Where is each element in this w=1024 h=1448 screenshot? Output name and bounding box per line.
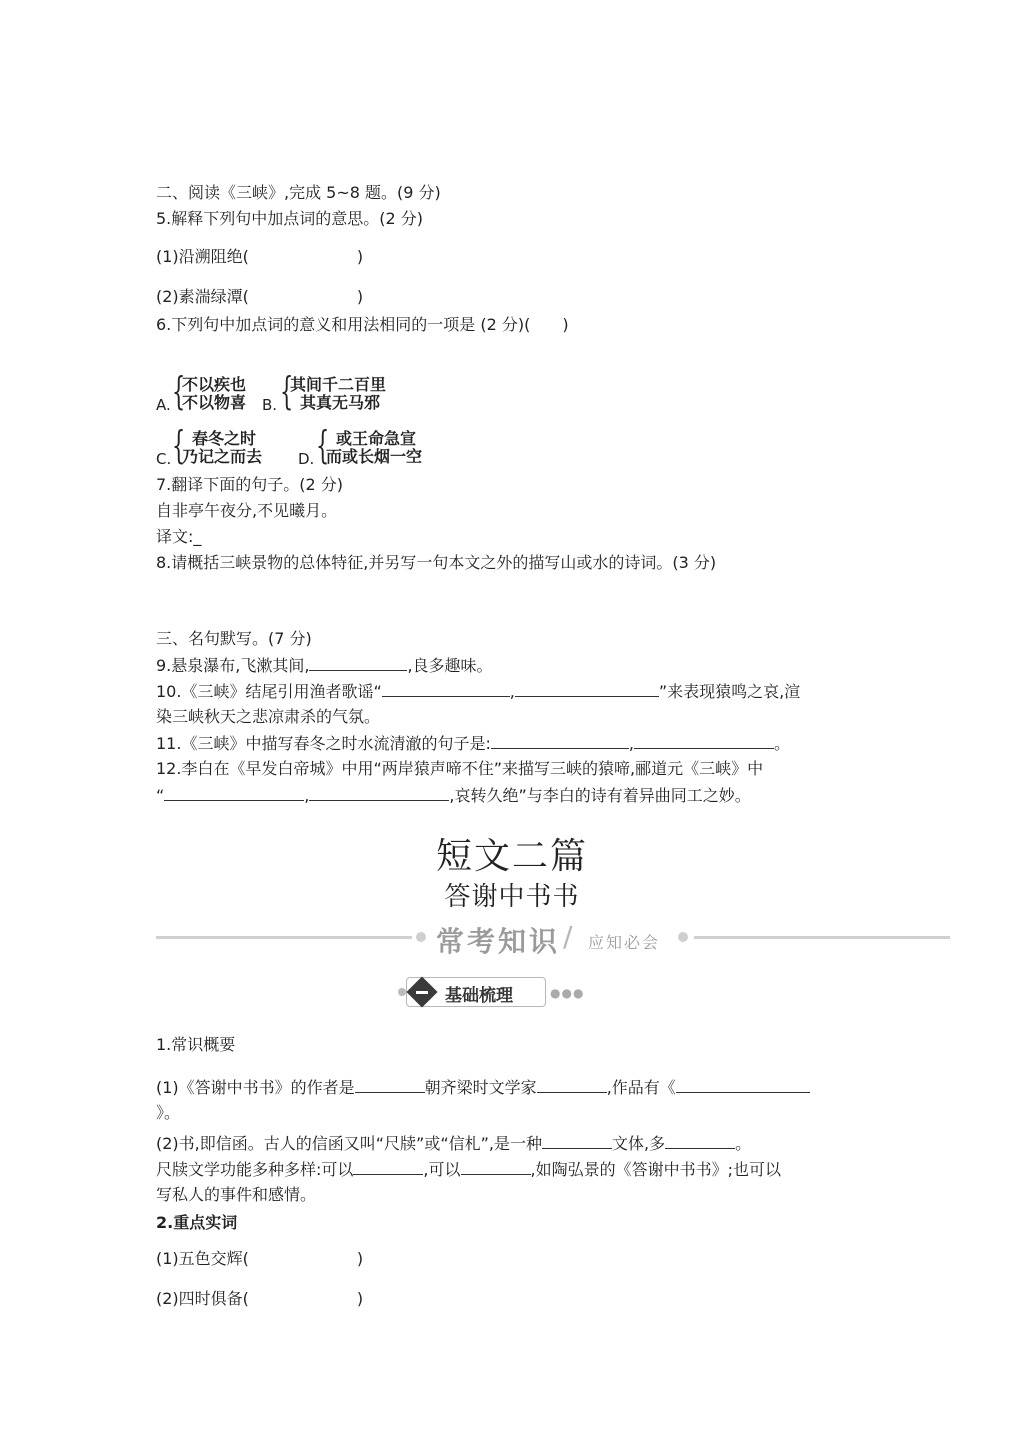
- knowledge-item-2-c: 。: [735, 1134, 752, 1153]
- divider-right: [694, 936, 950, 939]
- knowledge-item-1-a: (1)《答谢中书书》的作者是: [156, 1078, 355, 1097]
- word-item-1-text: (1)五色交辉(: [156, 1249, 249, 1268]
- knowledge-item-1-cont: 》。: [156, 1103, 181, 1122]
- banner-title: 常考知识: [436, 925, 561, 958]
- knowledge-item-2-a: (2)书,即信函。古人的信函又叫“尺牍”或“信札”,是一种: [156, 1134, 542, 1153]
- option-c-line-2: 乃记之而去: [182, 447, 263, 466]
- divider-left: [156, 936, 412, 939]
- question-12-cont: [156, 784, 751, 807]
- question-9-text-b: ,良多趣味。: [407, 656, 493, 675]
- answer-blank[interactable]: [491, 732, 629, 749]
- close-paren: ): [356, 287, 364, 306]
- page-subtitle: 答谢中书书: [444, 882, 580, 912]
- knowledge-item-1-b: 朝齐梁时文学家: [424, 1078, 537, 1097]
- knowledge-item-1: [156, 1076, 810, 1099]
- answer-blank[interactable]: [461, 1158, 531, 1175]
- answer-blank[interactable]: [382, 680, 510, 697]
- question-5-1-text: (1)沿溯阻绝(: [156, 247, 249, 266]
- answer-blank[interactable]: [676, 1076, 810, 1093]
- option-d-line-2: 而或长烟一空: [326, 447, 423, 466]
- question-9: [156, 654, 493, 677]
- knowledge-item-2-f: ,如陶弘景的《答谢中书书》;也可以: [530, 1160, 781, 1179]
- question-8: 8.请概括三峡景物的总体特征,并另写一句本文之外的描写山或水的诗词。(3 分): [156, 553, 717, 572]
- divider-dot-left: [416, 932, 426, 942]
- question-5-2: [156, 286, 363, 308]
- option-a-line-1: 不以疾也: [182, 375, 247, 394]
- word-item-1: [156, 1248, 363, 1270]
- question-12-text-c: ,: [304, 786, 310, 805]
- knowledge-item-2-d: 尺牍文学功能多种多样:可以: [156, 1160, 354, 1179]
- option-d-line-1: 或王命急宣: [336, 429, 417, 448]
- answer-blank[interactable]: [515, 680, 659, 697]
- question-12-text-d: ,哀转久绝”与李白的诗有着异曲同工之妙。: [449, 786, 751, 805]
- answer-blank[interactable]: [634, 732, 774, 749]
- answer-blank[interactable]: [537, 1076, 607, 1093]
- section2-heading: 二、阅读《三峡》,完成 5~8 题。(9 分): [156, 183, 441, 202]
- banner-subtitle: 应知必会: [588, 933, 661, 952]
- option-a-letter: A.: [156, 396, 171, 414]
- question-9-text-a: 9.悬泉瀑布,飞漱其间,: [156, 656, 310, 675]
- question-11-text-b: ,: [628, 734, 634, 753]
- knowledge-item-2-e: ,可以: [423, 1160, 461, 1179]
- option-b-line-1: 其间千二百里: [290, 375, 387, 394]
- question-11: [156, 732, 790, 755]
- brace-icon: {: [280, 369, 294, 413]
- question-10-text-c: ”来表现猿鸣之哀,渲: [658, 682, 801, 701]
- option-c-line-1: 春冬之时: [192, 429, 257, 448]
- answer-blank[interactable]: [164, 784, 304, 801]
- answer-blank[interactable]: [665, 1132, 735, 1149]
- close-paren: ): [356, 1249, 364, 1268]
- question-12-text-b: “: [156, 786, 165, 805]
- option-a-line-2: 不以物喜: [182, 393, 247, 412]
- brace-icon: {: [172, 423, 186, 467]
- answer-blank[interactable]: [309, 654, 407, 671]
- brace-icon: {: [172, 369, 186, 413]
- knowledge-heading-2: 2.重点实词: [156, 1213, 238, 1232]
- word-item-2: [156, 1288, 363, 1310]
- knowledge-item-2: [156, 1132, 751, 1155]
- banner-slash: /: [563, 920, 573, 953]
- question-11-text-a: 11.《三峡》中描写春冬之时水流清澈的句子是:: [156, 734, 491, 753]
- question-10-cont: 染三峡秋天之悲凉肃杀的气氛。: [156, 707, 381, 726]
- brace-icon: {: [316, 423, 330, 467]
- question-7-sentence: 自非亭午夜分,不见曦月。: [156, 501, 338, 520]
- dash-icon: [416, 991, 428, 994]
- question-10: [156, 680, 800, 703]
- knowledge-item-2-cont: [156, 1158, 781, 1181]
- question-10-text-b: ,: [509, 682, 515, 701]
- knowledge-item-1-c: ,作品有《: [606, 1078, 676, 1097]
- question-12: 12.李白在《早发白帝城》中用“两岸猿声啼不住”来描写三峡的猿啼,郦道元《三峡》中: [156, 759, 764, 778]
- close-paren: ): [356, 247, 364, 266]
- knowledge-item-2-b: 文体,多: [612, 1134, 666, 1153]
- question-7: 7.翻译下面的句子。(2 分): [156, 475, 344, 494]
- option-b-line-2: 其真无马邪: [300, 393, 381, 412]
- badge-dots-right: ●●●: [550, 986, 585, 1000]
- answer-blank[interactable]: [355, 1076, 425, 1093]
- section-badge: [406, 977, 546, 1007]
- option-d-letter: D.: [298, 450, 315, 468]
- knowledge-heading-1: 1.常识概要: [156, 1035, 236, 1054]
- option-c-letter: C.: [156, 450, 172, 468]
- word-item-2-text: (2)四时俱备(: [156, 1289, 249, 1308]
- section3-heading: 三、名句默写。(7 分): [156, 629, 312, 648]
- question-6: 6.下列句中加点词的意义和用法相同的一项是 (2 分)( ): [156, 315, 569, 334]
- question-5-2-text: (2)素湍绿潭(: [156, 287, 249, 306]
- page-title: 短文二篇: [435, 836, 588, 877]
- answer-blank[interactable]: [542, 1132, 612, 1149]
- knowledge-item-2-end: 写私人的事件和感情。: [156, 1185, 317, 1204]
- answer-blank[interactable]: [353, 1158, 423, 1175]
- badge-label: 基础梳理: [445, 986, 513, 1006]
- question-7-translation[interactable]: 译文:_: [156, 527, 202, 546]
- option-b-letter: B.: [262, 396, 278, 414]
- question-11-text-c: 。: [773, 734, 790, 753]
- answer-blank[interactable]: [309, 784, 449, 801]
- divider-dot-right: [678, 932, 688, 942]
- close-paren: ): [356, 1289, 364, 1308]
- question-5-1: [156, 246, 363, 268]
- badge-dot-left: [398, 988, 406, 996]
- question-10-text-a: 10.《三峡》结尾引用渔者歌谣“: [156, 682, 382, 701]
- question-5: 5.解释下列句中加点词的意思。(2 分): [156, 209, 424, 228]
